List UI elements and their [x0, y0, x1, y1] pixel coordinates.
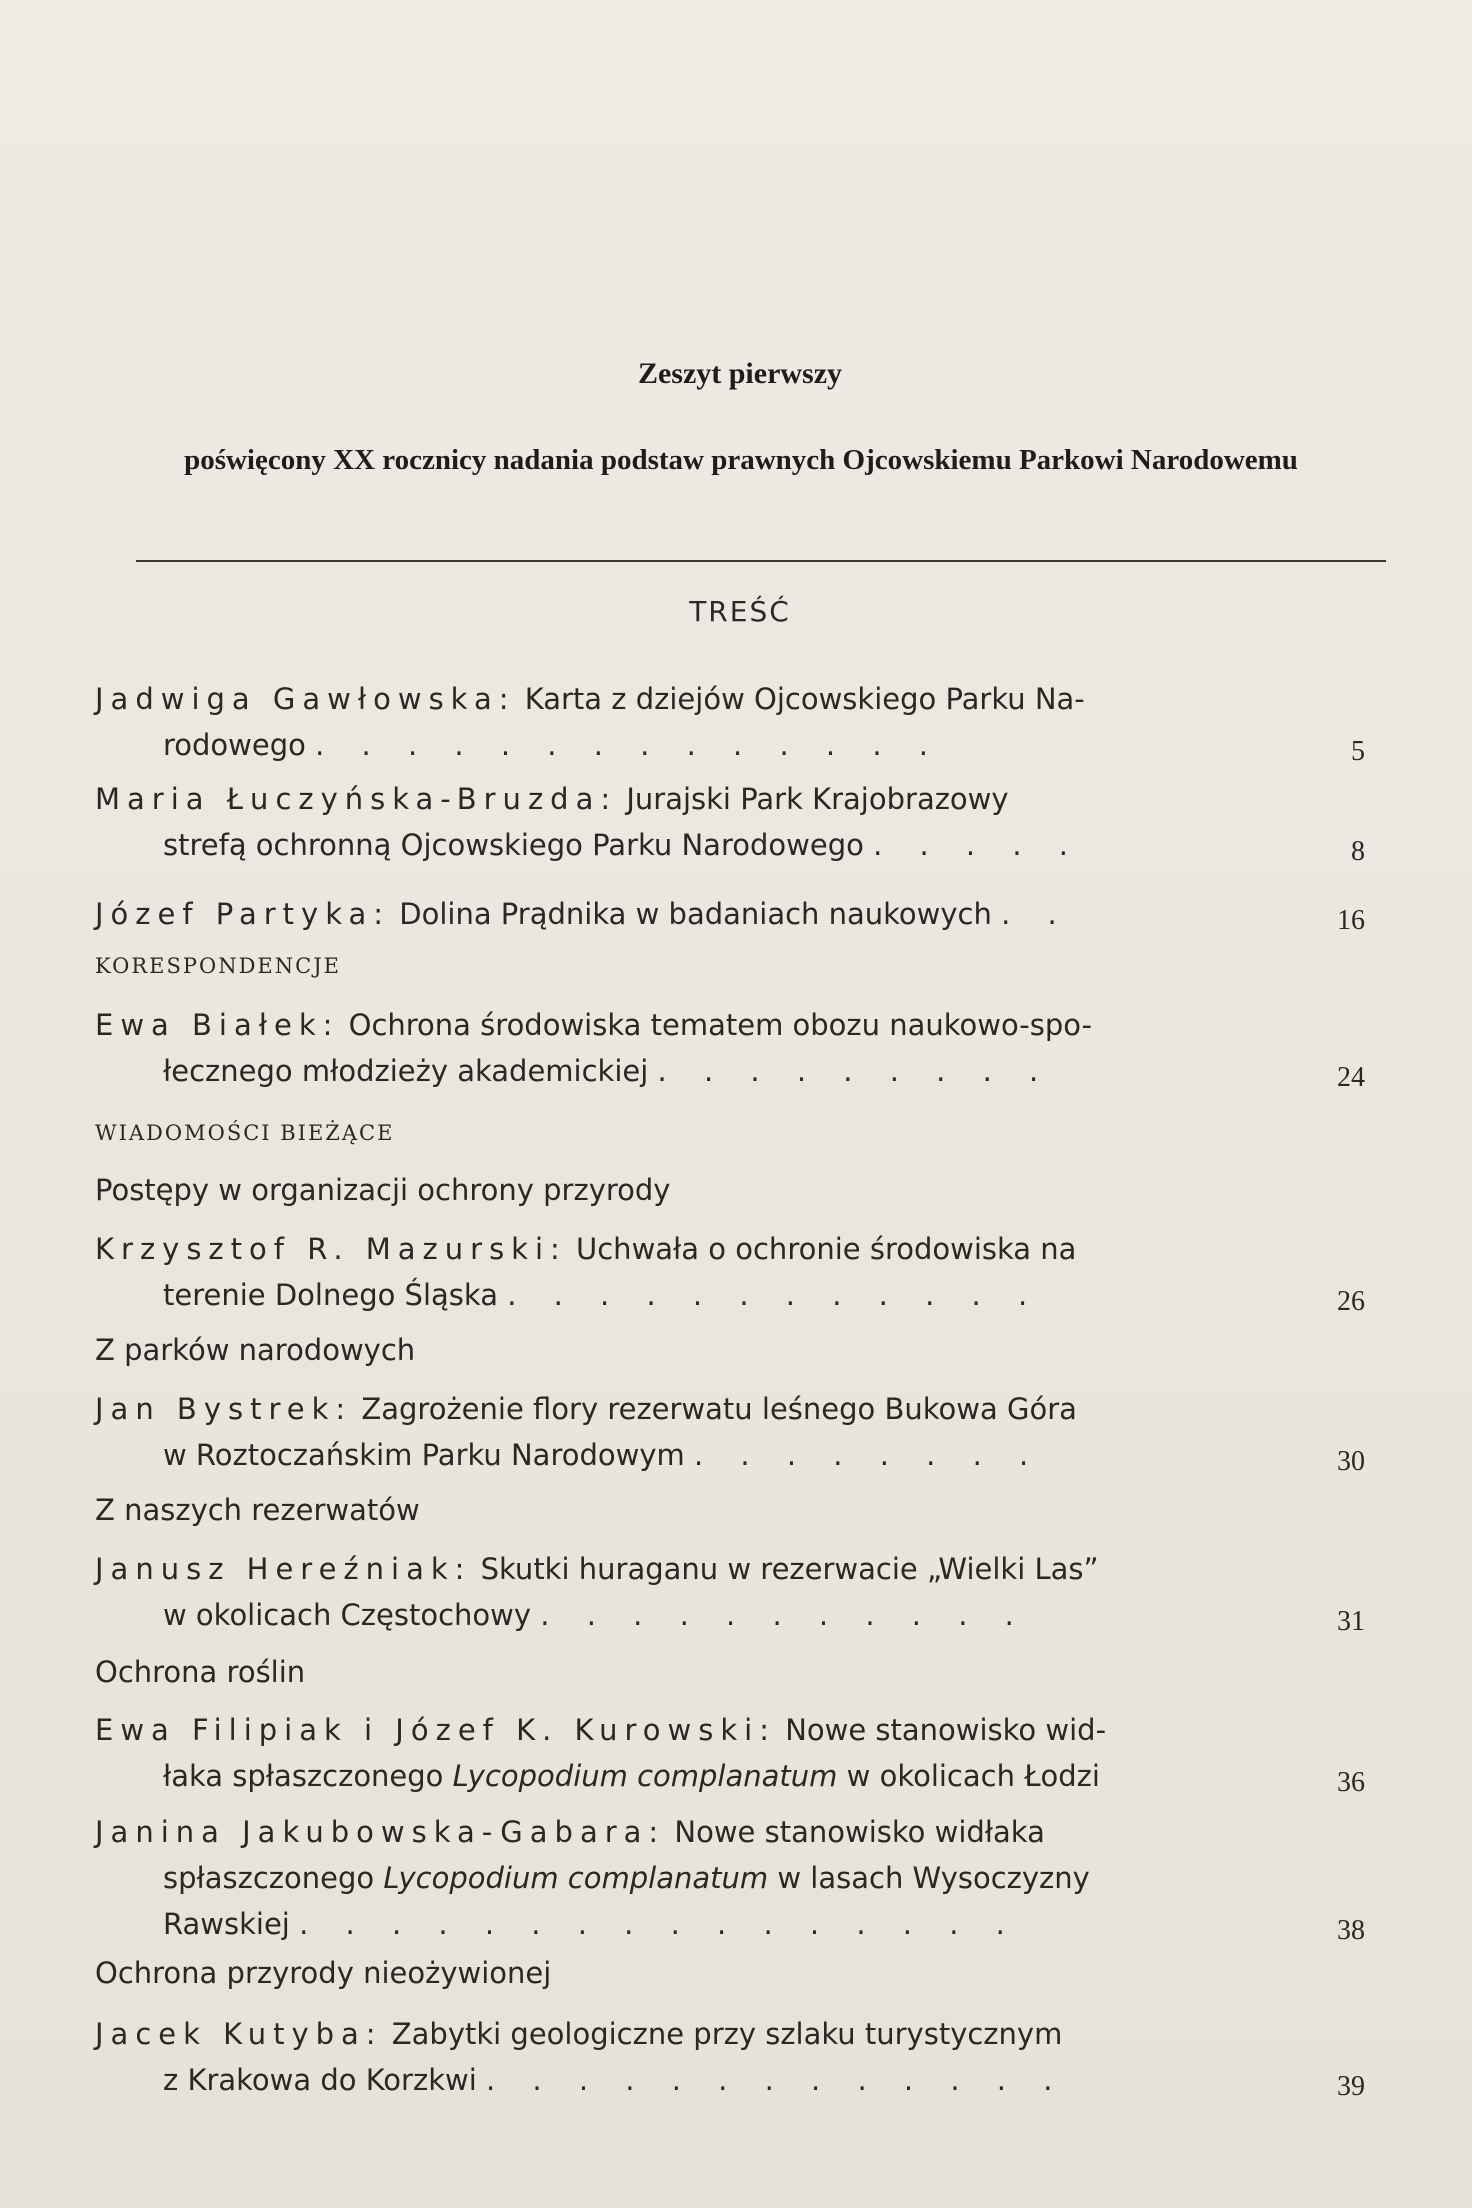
entry-title-cont: Rawskiej	[163, 1907, 290, 1941]
toc-entry	[95, 1226, 1385, 1318]
page-number: 39	[1337, 2071, 1365, 2102]
toc-entry	[95, 776, 1385, 868]
entry-title-cont: łaka spłaszczonego	[163, 1759, 453, 1793]
entry-title-cont: z Krakowa do Korzkwi	[163, 2063, 477, 2097]
page-number: 36	[1337, 1767, 1365, 1798]
page-number: 26	[1337, 1286, 1365, 1317]
leader-dots: . . . . .	[873, 828, 1083, 862]
page-number: 24	[1337, 1062, 1365, 1093]
dedication: poświęcony XX rocznicy nadania podstaw prawnych Ojcowskiemu Parkowi Narodowemu	[184, 444, 1298, 476]
entry-title-cont: w okolicach Częstochowy	[163, 1598, 532, 1632]
divider	[136, 560, 1386, 562]
entry-title-cont: w okolicach Łodzi	[837, 1759, 1100, 1793]
entry-title-cont: rodowego	[163, 728, 306, 762]
entry-title: Skutki huraganu w rezerwacie „Wielki Las”	[480, 1552, 1099, 1586]
entry-author: Maria Łuczyńska-Bruzda:	[95, 782, 618, 816]
toc-entry	[95, 891, 1385, 937]
leader-dots: . . . . . . . . . . .	[540, 1598, 1028, 1632]
entry-author: Jacek Kutyba:	[95, 2017, 383, 2051]
contents-heading: TREŚĆ	[689, 595, 791, 628]
entry-title-cont: w Roztoczańskim Parku Narodowym	[163, 1438, 685, 1472]
leader-dots: . . . . . . . . . . . . . .	[315, 728, 943, 762]
entry-author: Janina Jakubowska-Gabara:	[95, 1815, 666, 1849]
subsection-heading: Postępy w organizacji ochrony przyrody	[95, 1173, 671, 1207]
entry-author: Ewa Białek:	[95, 1008, 340, 1042]
page-number: 38	[1337, 1915, 1365, 1946]
species-name: Lycopodium complanatum	[452, 1759, 838, 1793]
entry-title: Nowe stanowisko widłaka	[674, 1815, 1045, 1849]
entry-title-cont: w lasach Wysoczyzny	[768, 1861, 1090, 1895]
entry-title-cont: terenie Dolnego Śląska	[163, 1278, 498, 1312]
leader-dots: . . . . . . . . . . . . .	[485, 2063, 1067, 2097]
leader-dots: . . . . . . . . . . . .	[507, 1278, 1042, 1312]
entry-author: Krzysztof R. Mazurski:	[95, 1232, 567, 1266]
section-heading: WIADOMOŚCI BIEŻĄCE	[95, 1121, 395, 1145]
leader-dots: . . . . . . . . . . . . . . . .	[299, 1907, 1019, 1941]
leader-dots: . .	[1001, 897, 1071, 931]
toc-entry	[95, 1002, 1385, 1094]
entry-author: Józef Partyka:	[95, 897, 391, 931]
subsection-heading: Ochrona przyrody nieożywionej	[95, 1956, 552, 1990]
entry-title-cont: spłaszczonego	[163, 1861, 384, 1895]
entry-title-cont: strefą ochronną Ojcowskiego Parku Narodowego	[163, 828, 864, 862]
subsection-heading: Z parków narodowych	[95, 1333, 416, 1367]
section-heading: KORESPONDENCJE	[95, 954, 341, 978]
entry-title: Jurajski Park Krajobrazowy	[626, 782, 1009, 816]
issue-title: Zeszyt pierwszy	[637, 357, 843, 390]
page-number: 16	[1337, 905, 1365, 936]
entry-title: Zagrożenie flory rezerwatu leśnego Bukowa Góra	[361, 1392, 1077, 1426]
leader-dots: . . . . . . . .	[693, 1438, 1043, 1472]
toc-entry	[95, 1809, 1385, 1947]
entry-author: Jan Bystrek:	[95, 1392, 353, 1426]
entry-title: Zabytki geologiczne przy szlaku turystycznym	[391, 2017, 1063, 2051]
entry-title: Uchwała o ochronie środowiska na	[576, 1232, 1077, 1266]
toc-entry	[95, 676, 1385, 768]
entry-title-cont: łecznego młodzieży akademickiej	[163, 1054, 649, 1088]
page-number: 8	[1351, 836, 1365, 867]
toc-entry	[95, 2011, 1385, 2103]
entry-author: Ewa Filipiak i Józef K. Kurowski:	[95, 1713, 776, 1747]
entry-title: Karta z dziejów Ojcowskiego Parku Na-	[524, 682, 1085, 716]
leader-dots: . . . . . . . . .	[657, 1054, 1053, 1088]
page-number: 31	[1337, 1606, 1365, 1637]
toc-entry	[95, 1707, 1385, 1799]
entry-title: Nowe stanowisko wid-	[785, 1713, 1107, 1747]
page-number: 30	[1337, 1446, 1365, 1477]
toc-entry	[95, 1546, 1385, 1638]
species-name: Lycopodium complanatum	[383, 1861, 769, 1895]
page-number: 5	[1351, 736, 1365, 767]
entry-author: Janusz Hereźniak:	[95, 1552, 472, 1586]
entry-author: Jadwiga Gawłowska:	[95, 682, 516, 716]
subsection-heading: Ochrona roślin	[95, 1655, 306, 1689]
entry-title: Dolina Prądnika w badaniach naukowych	[399, 897, 992, 931]
entry-title: Ochrona środowiska tematem obozu naukowo-spo-	[348, 1008, 1093, 1042]
subsection-heading: Z naszych rezerwatów	[95, 1493, 420, 1527]
toc-entry	[95, 1386, 1385, 1478]
